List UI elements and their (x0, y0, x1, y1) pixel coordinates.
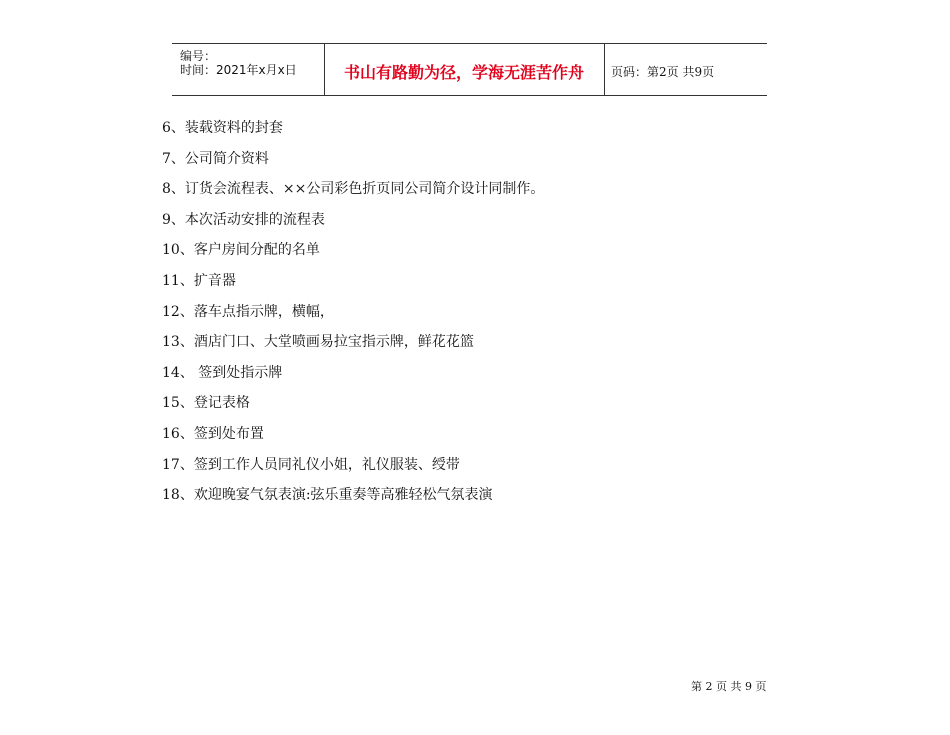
list-item: 6、装载资料的封套 (162, 120, 283, 136)
page-footer: 第 2 页 共 9 页 (691, 680, 767, 693)
header-meta-cell (172, 44, 325, 95)
list-item: 12、落车点指示牌，横幅， (162, 303, 334, 320)
header-page-info: 页码：第2页 共9页 (611, 65, 715, 79)
list-item: 16、签到处布置 (162, 425, 264, 442)
list-item: 11、扩音器 (162, 272, 236, 289)
list-item: 13、酒店门口、大堂喷画易拉宝指示牌，鲜花花篮 (162, 334, 474, 351)
header-motto: 书山有路勤为径，学海无涯苦作舟 (343, 63, 584, 82)
list-item: 18、欢迎晚宴气氛表演:弦乐重奏等高雅轻松气氛表演 (162, 487, 493, 504)
header-page-cell (604, 44, 767, 95)
list-item: 9、本次活动安排的流程表 (162, 211, 325, 228)
document-date: 时间：2021年x月x日 (180, 63, 297, 77)
document-number-label: 编号： (180, 49, 217, 63)
header-motto-cell (324, 44, 605, 95)
document-header (172, 43, 767, 96)
list-item: 14、 签到处指示牌 (162, 364, 283, 381)
list-item: 7、公司简介资料 (162, 150, 269, 167)
list-item: 8、订货会流程表、××公司彩色折页同公司简介设计同制作。 (162, 181, 545, 198)
list-item: 10、客户房间分配的名单 (162, 242, 320, 259)
list-item: 15、登记表格 (162, 395, 250, 412)
list-item: 17、签到工作人员同礼仪小姐，礼仪服装、绶带 (162, 456, 460, 473)
materials-list (162, 118, 544, 516)
